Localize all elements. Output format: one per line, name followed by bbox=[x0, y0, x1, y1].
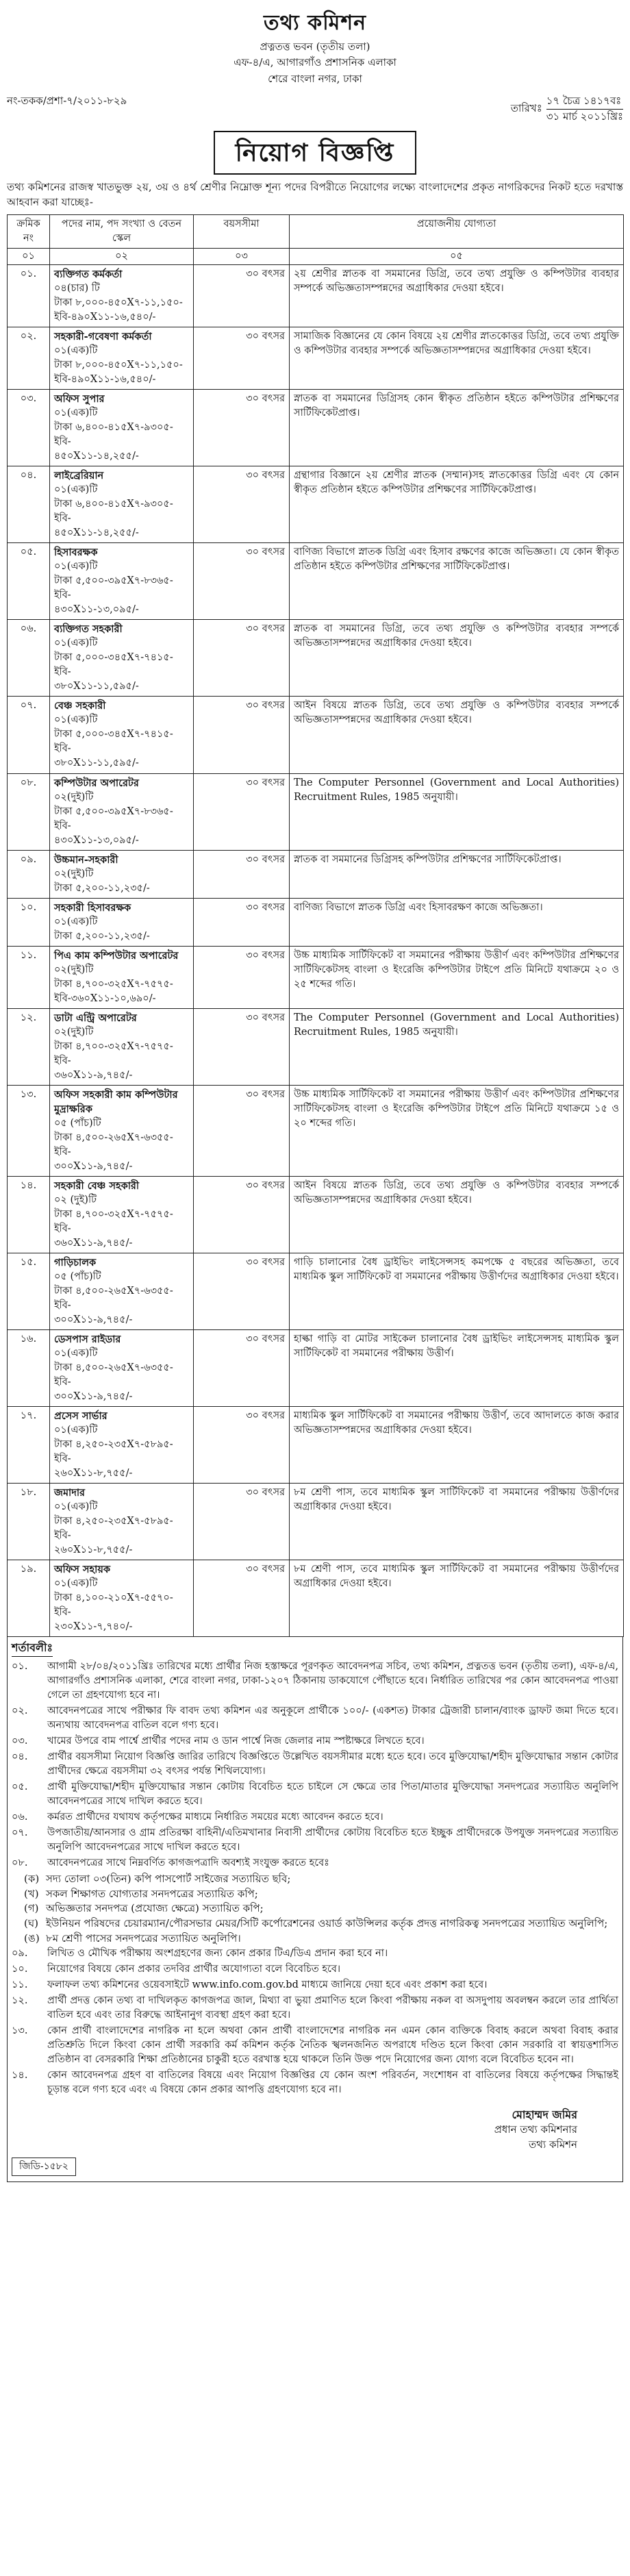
row-age-limit: ৩০ বৎসর bbox=[194, 697, 290, 773]
col-number: ০৫ bbox=[290, 248, 624, 264]
table-row bbox=[8, 1484, 624, 1560]
row-serial: ০৪. bbox=[8, 466, 50, 543]
post-name: লাইব্রেরিয়ান bbox=[54, 470, 104, 482]
pay-scale: টাকা ৫,২০০-১১,২৩৫/- bbox=[54, 882, 150, 894]
condition-number: ০৭. bbox=[12, 1827, 28, 1838]
condition-subitem bbox=[24, 1901, 618, 1916]
row-age-limit: ৩০ বৎসর bbox=[194, 264, 290, 327]
row-post-cell bbox=[50, 1560, 194, 1637]
table-row bbox=[8, 390, 624, 466]
signatory-name: মোহাম্মদ জমির bbox=[512, 2108, 577, 2121]
post-count: ০১(এক)টি bbox=[54, 638, 98, 649]
post-name: প্রসেস সার্ভার bbox=[54, 1410, 108, 1423]
table-row bbox=[8, 327, 624, 390]
pay-scale-cont: ৩০০X১১-৯,৭৪৫/- bbox=[54, 1160, 133, 1172]
row-age-limit: ৩০ বৎসর bbox=[194, 1253, 290, 1329]
pay-scale-cont: ৩৮০X১১-১১,৫৯৫/- bbox=[54, 758, 139, 769]
row-serial: ০৮. bbox=[8, 773, 50, 850]
table-row bbox=[8, 946, 624, 1008]
row-age-limit: ৩০ বৎসর bbox=[194, 1008, 290, 1085]
post-name: হিসাবরক্ষক bbox=[54, 547, 98, 559]
subitem-text: সকল শিক্ষাগত যোগ্যতার সনদপত্রের সত্যায়িত কপি; bbox=[46, 1887, 258, 1900]
row-serial: ১২. bbox=[8, 1008, 50, 1085]
condition-text: খামের উপরে বাম পার্শ্বে প্রার্থীর পদের নাম ও ডান পার্শ্বে নিজ জেলার নাম স্পষ্টাক্ষরে লিখতে হবে। bbox=[47, 1735, 425, 1747]
condition-text: প্রার্থীর বয়সসীমা নিয়োগ বিজ্ঞপ্তি জারির তারিখে বিজ্ঞপ্তিতে উল্লেখিত বয়সসীমার মধ্যে হতে হবে। তবে মুক্তিযোদ্ধা/শহীদ মুক্তিযোদ্ধার সন্তান কোটার প্রার্থীদের ক্ষেত্রে বয়সসীমা ৩২ বৎসর পর্যন্ত শিথিলযোগ্য। bbox=[47, 1751, 618, 1777]
row-age-limit: ৩০ বৎসর bbox=[194, 390, 290, 466]
row-serial: ১৪. bbox=[8, 1176, 50, 1253]
row-qualification: গ্রন্থাগার বিজ্ঞানে ২য় শ্রেণীর স্নাতক (সম্মান)সহ স্নাতকোত্তর ডিগ্রি এবং যে কোন স্বীকৃত প্রতিষ্ঠান হইতে কম্পিউটার প্রশিক্ষণের সার্টিফিকেটপ্রাপ্ত। bbox=[290, 466, 624, 543]
post-name: ব্যক্তিগত কর্মকর্তা bbox=[54, 268, 123, 280]
pay-scale-cont: ৩০০X১১-৯,৭৪৫/- bbox=[54, 1391, 133, 1403]
condition-item bbox=[12, 1978, 618, 1992]
post-name: অফিস সহায়ক bbox=[54, 1564, 111, 1576]
pay-scale: টাকা ৪,৫০০-২৬৫X৭-৬৩৫৫-ইবি- bbox=[54, 1131, 173, 1158]
post-name: ডাটা এন্ট্রি অপারেটর bbox=[54, 1012, 137, 1024]
pay-scale-cont: ইবি-৪৯০X১১-১৬,৫৪০/- bbox=[54, 374, 156, 386]
row-post-cell bbox=[50, 327, 194, 390]
post-count: ০১(এক)টি bbox=[54, 345, 98, 357]
post-name: ডেসপাস রাইডার bbox=[54, 1334, 121, 1346]
condition-subitem bbox=[24, 1887, 618, 1902]
row-age-limit: ৩০ বৎসর bbox=[194, 466, 290, 543]
row-serial: ১০. bbox=[8, 898, 50, 946]
gd-code: জিডি-১৫৮২ bbox=[12, 2158, 76, 2175]
pay-scale: টাকা ৪,৭০০-৩২৫X৭-৭৫৭৫-ইবি- bbox=[54, 1040, 173, 1066]
condition-text: আবেদনপত্রের সাথে পরীক্ষার ফি বাবদ তথ্য কমিশন এর অনুকূলে প্রার্থীকে ১০০/- (একশত) টাকার ট্রেজারী চালান/ব্যাংক ড্রাফট জমা দিতে হবে। অন্যথায় আবেদনপত্র বাতিল বলে গণ্য হবে। bbox=[47, 1705, 618, 1731]
pay-scale-cont: ইবি-৪৯০X১১-১৬,৫৪০/- bbox=[54, 312, 156, 323]
table-row bbox=[8, 850, 624, 898]
post-count: ০১(এক)টি bbox=[54, 1425, 98, 1436]
pay-scale: টাকা ৫,৫০০-৩৯৫X৭-৮৩৬৫-ইবি- bbox=[54, 805, 173, 831]
row-post-cell bbox=[50, 466, 194, 543]
row-serial: ১১. bbox=[8, 946, 50, 1008]
condition-number: ১০. bbox=[12, 1963, 28, 1975]
condition-number: ০২. bbox=[12, 1705, 28, 1716]
row-age-limit: ৩০ বৎসর bbox=[194, 946, 290, 1008]
org-name: তথ্য কমিশন bbox=[264, 11, 366, 35]
condition-item bbox=[12, 1994, 618, 2023]
row-post-cell bbox=[50, 1330, 194, 1407]
post-count: ০১(এক)টি bbox=[54, 561, 98, 573]
pay-scale: টাকা ৮,০০০-৪৫০X৭-১১,১৫০- bbox=[54, 360, 183, 371]
row-serial: ০৯. bbox=[8, 850, 50, 898]
condition-text: কোন প্রার্থী বাংলাদেশের নাগরিক না হলে অথবা কোন প্রার্থী বাংলাদেশের নাগরিক নন এমন কোন ব্যক্তিকে বিবাহ করলে অথবা বিবাহ করার প্রতিশ্রুতি দিলে কিংবা কোন প্রার্থী সরকারি কর্ম কমিশন কর্তৃক নৈতিক স্খলনজনিত অপরাধে দণ্ডিত হলে কিংবা কোন সরকারি বা স্বায়ত্তশাসিত প্রতিষ্ঠান বা বেসরকারি শিক্ষা প্রতিষ্ঠানের চাকুরী হতে বরখাস্ত হয়ে থাকলে তিনি উক্ত পদে নিয়োগের জন্য যোগ্য বলে বিবেচিত হবেন না। bbox=[47, 2025, 618, 2065]
condition-text: প্রার্থী মুক্তিযোদ্ধা/শহীদ মুক্তিযোদ্ধার সন্তান কোটায় বিবেচিত হতে চাইলে সে ক্ষেত্রে তার পিতা/মাতার মুক্তিযোদ্ধা সনদপত্রের সত্যায়িত অনুলিপি আবেদনপত্রের সাথে দাখিল করতে হবে। bbox=[47, 1781, 618, 1807]
post-name: কম্পিউটার অপারেটর bbox=[54, 777, 139, 789]
condition-item bbox=[12, 1750, 618, 1779]
date-bengali: ১৭ চৈত্র ১৪১৭বঃ bbox=[546, 94, 623, 110]
pay-scale: টাকা ৫,০০০-৩৪৫X৭-৭৪১৫-ইবি- bbox=[54, 652, 173, 678]
post-count: ০১(এক)টি bbox=[54, 916, 98, 927]
row-serial: ০১. bbox=[8, 264, 50, 327]
row-qualification: সামাজিক বিজ্ঞানের যে কোন বিষয়ে ২য় শ্রেণীর স্নাতকোত্তর ডিগ্রি, তবে তথ্য প্রযুক্তি ও কম্পিউটার ব্যবহার সম্পর্কে অভিজ্ঞতাসম্পন্নদের অগ্রাধিকার দেওয়া হইবে। bbox=[290, 327, 624, 390]
condition-text: কোন আবেদনপত্র গ্রহণ বা বাতিলের বিষয়ে এবং নিয়োগ বিজ্ঞপ্তির যে কোন অংশ পরিবর্তন, সংশোধন বা বাতিলের বিষয়ে কর্তৃপক্ষের সিদ্ধান্তই চূড়ান্ত বলে গণ্য হবে এবং এ বিষয়ে কোন প্রকার আপত্তি গ্রহণযোগ্য হবে না। bbox=[47, 2069, 618, 2095]
post-name: সহকারী-গবেষণা কর্মকর্তা bbox=[54, 331, 152, 343]
row-post-cell bbox=[50, 543, 194, 620]
pay-scale-cont: ৪৩০X১১-১৩,০৯৫/- bbox=[54, 834, 139, 846]
row-qualification: গাড়ি চালানোর বৈধ ড্রাইভিং লাইসেন্সসহ কমপক্ষে ৫ বছরের অভিজ্ঞতা, তবে মাধ্যমিক স্কুল সার্টিফিকেট বা সমমানের পরীক্ষায় উত্তীর্ণদের অগ্রাধিকার দেওয়া হইবে। bbox=[290, 1253, 624, 1329]
header-serial: ক্রমিক নং bbox=[8, 214, 50, 248]
subitem-text: সদ্য তোলা ০৩(তিন) কপি পাসপোর্ট সাইজের সত্যায়িত ছবি; bbox=[46, 1872, 291, 1885]
row-post-cell bbox=[50, 620, 194, 697]
row-qualification: উচ্চ মাধ্যমিক সার্টিফিকেট বা সমমানের পরীক্ষায় উত্তীর্ণ এবং কম্পিউটার প্রশিক্ষণের সার্টিফিকেটসহ বাংলা ও ইংরেজি কম্পিউটার টাইপে প্রতি মিনিটে যথাক্রমে ১৫ ও ২০ শব্দের গতি। bbox=[290, 1085, 624, 1176]
row-qualification: হাল্কা গাড়ি বা মোটর সাইকেল চালানোর বৈধ ড্রাইভিং লাইসেন্সসহ মাধ্যমিক স্কুল সার্টিফিকেট বা সমমানের পরীক্ষায় উত্তীর্ণ। bbox=[290, 1330, 624, 1407]
row-serial: ১৭. bbox=[8, 1407, 50, 1484]
row-qualification: মাধ্যমিক স্কুল সার্টিফিকেট বা সমমানের পরীক্ষায় উত্তীর্ণ, তবে আদালতে কাজ করার অভিজ্ঞতাসম্পন্নদের অগ্রাধিকার দেওয়া হইবে। bbox=[290, 1407, 624, 1484]
pay-scale-cont: ২৬০X১১-৮,৭৫৫/- bbox=[54, 1545, 133, 1556]
post-count: ০১(এক)টি bbox=[54, 1348, 98, 1360]
table-row bbox=[8, 264, 624, 327]
vacancy-rows bbox=[8, 264, 624, 1636]
letterhead bbox=[7, 8, 623, 87]
condition-text: আবেদনপত্রের সাথে নিম্নবর্ণিত কাগজপত্রাদি অবশ্যই সংযুক্ত করতে হবেঃ bbox=[47, 1857, 329, 1868]
row-serial: ০৫. bbox=[8, 543, 50, 620]
row-post-cell bbox=[50, 1407, 194, 1484]
pay-scale-cont: ২৬০X১১-৮,৭৫৫/- bbox=[54, 1468, 133, 1479]
table-row bbox=[8, 620, 624, 697]
row-qualification: বাণিজ্য বিভাগে স্নাতক ডিগ্রি এবং হিসাবরক্ষণ কাজে অভিজ্ঞতা। bbox=[290, 898, 624, 946]
row-qualification: বাণিজ্য বিভাগে স্নাতক ডিগ্রি এবং হিসাব রক্ষণের কাজে অভিজ্ঞতা। যে কোন স্বীকৃত প্রতিষ্ঠান হইতে কম্পিউটার প্রশিক্ষণের সার্টিফিকেটপ্রাপ্ত। bbox=[290, 543, 624, 620]
post-name: ব্যক্তিগত সহকারী bbox=[54, 623, 123, 636]
row-serial: ০৭. bbox=[8, 697, 50, 773]
condition-item bbox=[12, 2068, 618, 2097]
row-age-limit: ৩০ বৎসর bbox=[194, 1330, 290, 1407]
row-qualification: স্নাতক বা সমমানের ডিগ্রিসহ কোন স্বীকৃত প্রতিষ্ঠান হইতে কম্পিউটার প্রশিক্ষণের সার্টিফিকেটপ্রাপ্ত। bbox=[290, 390, 624, 466]
post-count: ০২(দুই)টি bbox=[54, 791, 94, 803]
condition-number: ১৪. bbox=[12, 2069, 28, 2081]
intro-paragraph: তথ্য কমিশনের রাজস্ব খাতভুক্ত ২য়, ৩য় ও ৪র্থ শ্রেণীর নিম্নোক্ত শূন্য পদের বিপরীতে নিয়োগের লক্ষ্যে বাংলাদেশের প্রকৃত নাগরিকদের নিকট হতে দরখাস্ত আহবান করা যাচ্ছেঃ- bbox=[7, 181, 623, 209]
row-serial: ১৯. bbox=[8, 1560, 50, 1637]
pay-scale: টাকা ৫,০০০-৩৪৫X৭-৭৪১৫-ইবি- bbox=[54, 729, 173, 755]
row-age-limit: ৩০ বৎসর bbox=[194, 620, 290, 697]
condition-number: ০৬. bbox=[12, 1811, 28, 1823]
row-serial: ১৮. bbox=[8, 1484, 50, 1560]
condition-item bbox=[12, 1962, 618, 1977]
subitem-label: (গ) bbox=[24, 1902, 39, 1915]
header-age: বয়সসীমা bbox=[194, 214, 290, 248]
table-row bbox=[8, 1560, 624, 1637]
date-english: ৩১ মার্চ ২০১১খ্রিঃ bbox=[546, 110, 623, 123]
post-count: ০১(এক)টি bbox=[54, 484, 98, 496]
post-count: ০১(এক)টি bbox=[54, 408, 98, 419]
signatory-org: তথ্য কমিশন bbox=[528, 2138, 577, 2151]
row-post-cell bbox=[50, 773, 194, 850]
subitem-label: (খ) bbox=[24, 1887, 39, 1900]
row-serial: ০৩. bbox=[8, 390, 50, 466]
pay-scale: টাকা ৪,৭০০-৩২৫X৭-৭৫৭৫-ইবি- bbox=[54, 1208, 173, 1234]
condition-number: ১৩. bbox=[12, 2025, 28, 2036]
table-row bbox=[8, 1008, 624, 1085]
pay-scale: টাকা ৪,৫০০-২৬৫X৭-৬৩৫৫-ইবি- bbox=[54, 1286, 173, 1312]
row-qualification: The Computer Personnel (Government and Local Authorities) Recruitment Rules, 1985 অনুযায়ী। bbox=[290, 773, 624, 850]
row-age-limit: ৩০ বৎসর bbox=[194, 1407, 290, 1484]
condition-subitem bbox=[24, 1916, 618, 1931]
condition-sublist bbox=[12, 1872, 618, 1947]
table-row bbox=[8, 466, 624, 543]
conditions-section bbox=[7, 1637, 623, 2181]
table-row bbox=[8, 898, 624, 946]
row-post-cell bbox=[50, 1484, 194, 1560]
row-qualification: The Computer Personnel (Government and Local Authorities) Recruitment Rules, 1985 অনুযায়ী। bbox=[290, 1008, 624, 1085]
reference-row bbox=[7, 94, 623, 125]
row-post-cell bbox=[50, 850, 194, 898]
condition-text: ফলাফল তথ্য কমিশনের ওয়েবসাইটে www.info.com.gov.bd মাধ্যমে জানিয়ে দেয়া হবে এবং প্রকাশ করা হবে। bbox=[47, 1979, 488, 1990]
row-post-cell bbox=[50, 264, 194, 327]
col-number: ০২ bbox=[50, 248, 194, 264]
condition-item bbox=[12, 1660, 618, 1703]
post-count: ০১(এক)টি bbox=[54, 1578, 98, 1590]
date-label: তারিখঃ bbox=[510, 102, 542, 115]
post-name: জমাদার bbox=[54, 1487, 86, 1499]
reference-number: নং-তকক/প্রশা-৭/২০১১-৮২৯ bbox=[7, 94, 127, 107]
subitem-label: (ঙ) bbox=[24, 1931, 40, 1944]
condition-text: আগামী ২৮/০৪/২০১১খ্রিঃ তারিখের মধ্যে প্রার্থীর নিজ হস্তাক্ষরে পূরণকৃত আবেদনপত্র সচিব, তথ্য কমিশন, প্রত্নতত্ত ভবন (তৃতীয় তলা), এফ-৪/এ, আগারগাঁও প্রশাসনিক এলাকা, শেরে বাংলা নগর, ঢাকা-১২০৭ ঠিকানায় ডাকযোগে পৌঁছাতে হবে। নির্ধারিত তারিখের পর কোন আবেদনপত্র পাওয়া গেলে তা গ্রহণযোগ্য হবে না। bbox=[47, 1660, 618, 1701]
address-line-3: শেরে বাংলা নগর, ঢাকা bbox=[268, 73, 362, 85]
row-qualification: উচ্চ মাধ্যমিক সার্টিফিকেট বা সমমানের পরীক্ষায় উত্তীর্ণ এবং কম্পিউটার প্রশিক্ষণের সার্টিফিকেটসহ বাংলা ও ইংরেজি কম্পিউটার টাইপে প্রতি মিনিটে যথাক্রমে ২০ ও ২৫ শব্দের গতি। bbox=[290, 946, 624, 1008]
condition-item bbox=[12, 2024, 618, 2067]
post-count: ০২(দুই)টি bbox=[54, 868, 94, 879]
post-name: বেঞ্চ সহকারী bbox=[54, 700, 106, 712]
condition-text: উপজাতীয়/আনসার ও গ্রাম প্রতিরক্ষা বাহিনী/এতিমখানার নিবাসী প্রার্থীদের কোটায় বিবেচিত হতে ইচ্ছুক প্রার্থীদেরকে উপযুক্ত সনদপত্রের সত্যায়িত অনুলিপি আবেদনপত্রের সাথে দাখিল করতে হবে। bbox=[47, 1827, 618, 1853]
row-age-limit: ৩০ বৎসর bbox=[194, 1085, 290, 1176]
row-age-limit: ৩০ বৎসর bbox=[194, 1484, 290, 1560]
table-row bbox=[8, 1176, 624, 1253]
signatory-title: প্রধান তথ্য কমিশনার bbox=[494, 2123, 577, 2136]
row-post-cell bbox=[50, 1085, 194, 1176]
condition-number: ০৮. bbox=[12, 1857, 28, 1868]
condition-text: লিখিত ও মৌখিক পরীক্ষায় অংশগ্রহণের জন্য কোন প্রকার টিএ/ডিএ প্রদান করা হবে না। bbox=[47, 1947, 388, 1959]
condition-text: প্রার্থী প্রদত্ত কোন তথ্য বা দাখিলকৃত কাগজপত্র জাল, মিথ্যা বা ভুয়া প্রমাণিত হলে কিংবা পরীক্ষায় নকল বা অসদুপায় অবলম্বন করলে তার প্রার্থিতা বাতিল হবে এবং তার বিরুদ্ধে আইনানুগ ব্যবস্থা গ্রহণ করা হবে। bbox=[47, 1994, 618, 2021]
condition-subitem bbox=[24, 1931, 618, 1947]
table-row bbox=[8, 1407, 624, 1484]
post-name: গাড়িচালক bbox=[54, 1256, 97, 1268]
pay-scale: টাকা ৫,২০০-১১,২৩৫/- bbox=[54, 930, 150, 942]
pay-scale: টাকা ৮,০০০-৪৫০X৭-১১,১৫০- bbox=[54, 297, 183, 309]
pay-scale: টাকা ৬,৪০০-৪১৫X৭-৯৩০৫-ইবি- bbox=[54, 422, 173, 448]
row-post-cell bbox=[50, 1253, 194, 1329]
pay-scale: টাকা ৪,২৫০-২৩৫X৭-৫৮৯৫-ইবি- bbox=[54, 1439, 173, 1465]
row-age-limit: ৩০ বৎসর bbox=[194, 543, 290, 620]
pay-scale: টাকা ৬,৪০০-৪১৫X৭-৯৩০৫-ইবি- bbox=[54, 499, 173, 525]
condition-item bbox=[12, 1856, 618, 1871]
pay-scale-cont: ইবি-৩৬০X১১-১০,৬৯০/- bbox=[54, 992, 156, 1004]
condition-number: ০৪. bbox=[12, 1751, 28, 1762]
row-qualification: ৮ম শ্রেণী পাস, তবে মাধ্যমিক স্কুল সার্টিফিকেট বা সমমানের পরীক্ষায় উত্তীর্ণদের অগ্রাধিকার দেওয়া হইবে। bbox=[290, 1560, 624, 1637]
row-age-limit: ৩০ বৎসর bbox=[194, 898, 290, 946]
post-name: সহকারী হিসাবরক্ষক bbox=[54, 901, 131, 914]
pay-scale-cont: ৩৮০X১১-১১,৫৯৫/- bbox=[54, 681, 139, 692]
subitem-label: (ক) bbox=[24, 1872, 40, 1885]
row-qualification: ২য় শ্রেণীর স্নাতক বা সমমানের ডিগ্রি, তবে তথ্য প্রযুক্তি ও কম্পিউটার ব্যবহার সম্পর্কে অভিজ্ঞতাসম্পন্নদের অগ্রাধিকার দেওয়া হইবে। bbox=[290, 264, 624, 327]
table-row bbox=[8, 1330, 624, 1407]
row-qualification: স্নাতক বা সমমানের ডিগ্রি, তবে তথ্য প্রযুক্তি ও কম্পিউটার ব্যবহার সম্পর্কে অভিজ্ঞতাসম্পন্নদের অগ্রাধিকার দেওয়া হইবে। bbox=[290, 620, 624, 697]
pay-scale-cont: ৩৬০X১১-৯,৭৪৫/- bbox=[54, 1237, 133, 1249]
condition-subitem bbox=[24, 1872, 618, 1887]
pay-scale-cont: ৪৫০X১১-১৪,২৫৫/- bbox=[54, 451, 139, 462]
table-row bbox=[8, 773, 624, 850]
row-age-limit: ৩০ বৎসর bbox=[194, 850, 290, 898]
header-post: পদের নাম, পদ সংখ্যা ও বেতন স্কেল bbox=[50, 214, 194, 248]
header-qualification: প্রয়োজনীয় যোগ্যতা bbox=[290, 214, 624, 248]
table-row bbox=[8, 697, 624, 773]
table-row bbox=[8, 1085, 624, 1176]
subitem-label: (ঘ) bbox=[24, 1917, 38, 1930]
condition-number: ০১. bbox=[12, 1660, 28, 1672]
pay-scale-cont: ৪৫০X১১-১৪,২৫৫/- bbox=[54, 527, 139, 539]
pay-scale: টাকা ৪,১০০-২১০X৭-৫৫৭০-ইবি- bbox=[54, 1592, 173, 1618]
pay-scale: টাকা ৪,৭০০-৩২৫X৭-৭৫৭৫- bbox=[54, 978, 173, 990]
post-count: ০২ (দুই)টি bbox=[54, 1194, 97, 1205]
post-name: অফিস সহকারী কাম কম্পিউটার মুদ্রাক্ষরিক bbox=[54, 1088, 178, 1115]
post-count: ০১(এক)টি bbox=[54, 1501, 98, 1513]
pay-scale-cont: ৩৬০X১১-৯,৭৪৫/- bbox=[54, 1069, 133, 1081]
row-qualification: ৮ম শ্রেণী পাস, তবে মাধ্যমিক স্কুল সার্টিফিকেট বা সমমানের পরীক্ষায় উত্তীর্ণদের অগ্রাধিকার দেওয়া হইবে। bbox=[290, 1484, 624, 1560]
post-name: উচ্চমান-সহকারী bbox=[54, 853, 118, 866]
post-count: ০৫ (পাঁচ)টি bbox=[54, 1271, 101, 1282]
row-serial: ১৬. bbox=[8, 1330, 50, 1407]
condition-text: কর্মরত প্রার্থীদের যথাযথ কর্তৃপক্ষের মাধ্যমে নির্ধারিত সময়ের মধ্যে আবেদন করতে হবে। bbox=[47, 1811, 383, 1823]
pay-scale: টাকা ৫,৫০০-৩৯৫X৭-৮৩৬৫-ইবি- bbox=[54, 575, 173, 601]
address-line-1: প্রত্নতত্ত ভবন (তৃতীয় তলা) bbox=[260, 40, 370, 53]
post-name: অফিস সুপার bbox=[54, 393, 105, 405]
post-count: ০৪(চার) টি bbox=[54, 283, 100, 294]
vacancy-table bbox=[7, 214, 624, 1637]
col-number: ০৩ bbox=[194, 248, 290, 264]
subitem-text: ইউনিয়ন পরিষদের চেয়ারম্যান/পৌরসভার মেয়র/সিটি কর্পোরেশনের ওয়ার্ড কাউন্সিলর কর্তৃক প্রদত্ত নাগরিকত্ব সনদপত্রের সত্যায়িত অনুলিপি; bbox=[46, 1917, 608, 1930]
post-count: ০১(এক)টি bbox=[54, 714, 98, 726]
condition-item bbox=[12, 1810, 618, 1825]
col-number: ০১ bbox=[8, 248, 50, 264]
subitem-text: ৮ম শ্রেণী পাসের সনদপত্রের সত্যায়িত অনুলিপি। bbox=[46, 1931, 241, 1944]
row-post-cell bbox=[50, 946, 194, 1008]
post-name: পিএ কাম কম্পিউটার অপারেটর bbox=[54, 949, 179, 962]
notice-title: নিয়োগ বিজ্ঞপ্তি bbox=[214, 131, 417, 175]
post-count: ০৫ (পাঁচ)টি bbox=[54, 1117, 101, 1129]
row-qualification: আইন বিষয়ে স্নাতক ডিগ্রি, তবে তথ্য প্রযুক্তি ও কম্পিউটার ব্যবহার সম্পর্কে অভিজ্ঞতাসম্পন্নদের অগ্রাধিকার দেওয়া হইবে। bbox=[290, 697, 624, 773]
condition-number: ০৯. bbox=[12, 1947, 28, 1959]
row-age-limit: ৩০ বৎসর bbox=[194, 1560, 290, 1637]
row-serial: ০৬. bbox=[8, 620, 50, 697]
condition-item bbox=[12, 1780, 618, 1809]
condition-text: নিয়োগের বিষয়ে কোন প্রকার তদবির প্রার্থীর অযোগ্যতা বলে বিবেচিত হবে। bbox=[47, 1963, 341, 1975]
condition-item bbox=[12, 1704, 618, 1733]
row-serial: ১৫. bbox=[8, 1253, 50, 1329]
signature-block bbox=[12, 2107, 618, 2153]
row-age-limit: ৩০ বৎসর bbox=[194, 773, 290, 850]
condition-number: ১১. bbox=[12, 1979, 28, 1990]
table-row bbox=[8, 1253, 624, 1329]
row-post-cell bbox=[50, 898, 194, 946]
post-count: ০২(দুই)টি bbox=[54, 964, 94, 975]
address-line-2: এফ-৪/এ, আগারগাঁও প্রশাসনিক এলাকা bbox=[234, 56, 396, 69]
row-serial: ১৩. bbox=[8, 1085, 50, 1176]
post-count: ০২(দুই)টি bbox=[54, 1026, 94, 1038]
condition-item bbox=[12, 1826, 618, 1855]
row-post-cell bbox=[50, 1176, 194, 1253]
row-age-limit: ৩০ বৎসর bbox=[194, 327, 290, 390]
condition-item bbox=[12, 1947, 618, 1961]
conditions-list bbox=[12, 1660, 618, 2097]
conditions-title: শর্তাবলীঃ bbox=[12, 1640, 53, 1656]
pay-scale-cont: ৩০০X১১-৯,৭৪৫/- bbox=[54, 1314, 133, 1326]
pay-scale-cont: ২৩০X১১-৭,৭৪০/- bbox=[54, 1621, 133, 1633]
condition-number: ০৫. bbox=[12, 1781, 28, 1792]
row-serial: ০২. bbox=[8, 327, 50, 390]
column-number-row bbox=[8, 248, 624, 264]
condition-item bbox=[12, 1734, 618, 1749]
row-post-cell bbox=[50, 697, 194, 773]
row-post-cell bbox=[50, 1008, 194, 1085]
table-header-row bbox=[8, 214, 624, 248]
date-block bbox=[511, 94, 623, 125]
row-qualification: স্নাতক বা সমমানের ডিগ্রিসহ কম্পিউটার প্রশিক্ষণের সার্টিফিকেটপ্রাপ্ত। bbox=[290, 850, 624, 898]
subitem-text: অভিজ্ঞতার সনদপত্র (প্রযোজ্য ক্ষেত্রে) সত্যায়িত কপি; bbox=[46, 1902, 264, 1915]
row-age-limit: ৩০ বৎসর bbox=[194, 1176, 290, 1253]
condition-number: ০৩. bbox=[12, 1735, 28, 1747]
post-name: সহকারী বেঞ্চ সহকারী bbox=[54, 1179, 140, 1192]
pay-scale-cont: ৪৩০X১১-১৩,০৯৫/- bbox=[54, 604, 139, 616]
row-post-cell bbox=[50, 390, 194, 466]
pay-scale: টাকা ৪,৫০০-২৬৫X৭-৬৩৫৫-ইবি- bbox=[54, 1362, 173, 1388]
table-row bbox=[8, 543, 624, 620]
condition-number: ১২. bbox=[12, 1994, 28, 2006]
row-qualification: আইন বিষয়ে স্নাতক ডিগ্রি, তবে তথ্য প্রযুক্তি ও কম্পিউটার ব্যবহার সম্পর্কে অভিজ্ঞতাসম্পন্নদের অগ্রাধিকার দেওয়া হইবে। bbox=[290, 1176, 624, 1253]
pay-scale: টাকা ৪,২৫০-২৩৫X৭-৫৮৯৫-ইবি- bbox=[54, 1516, 173, 1542]
